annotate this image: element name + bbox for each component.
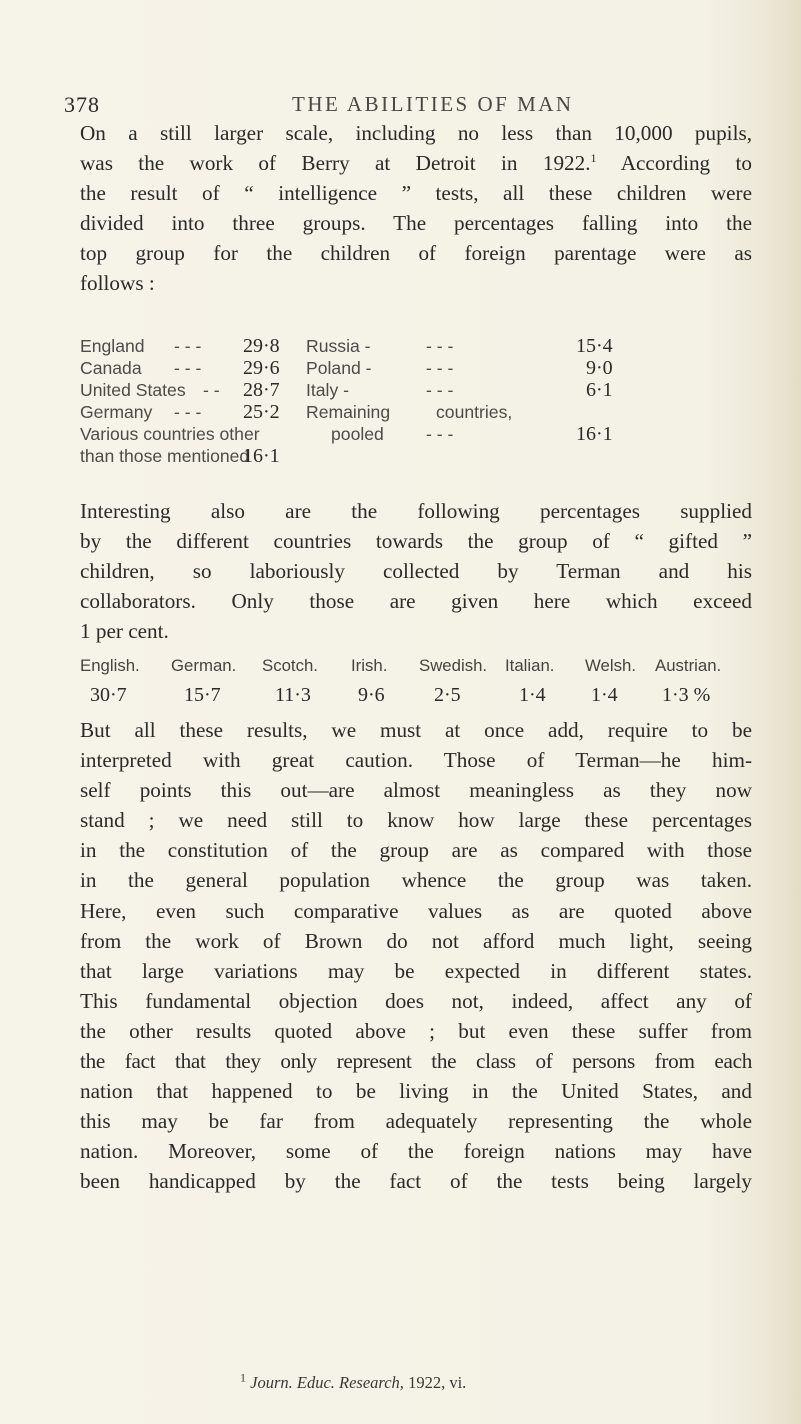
percentage-value: 29·6 [243,357,280,379]
table-row [80,446,410,468]
gifted-value: 30·7 [90,684,127,706]
footnote-source: Journ. Educ. Research, [250,1373,404,1392]
gifted-value: 11·3 [275,684,311,706]
paragraph-line: that large variations may be expected in different states. [80,958,752,983]
percentage-value: 16·1 [576,423,613,445]
country-header: English. [80,656,140,675]
leader-dashes: - - - [174,402,202,422]
paragraph-line: from the work of Brown do not afford much light, seeing [80,928,752,953]
line-text: According to [596,151,752,176]
footnote-detail: 1922, vi. [403,1373,467,1392]
paragraph-line: this may be far from adequately representing the whole [80,1109,752,1134]
percentage-value: 25·2 [243,401,280,423]
gifted-value: 9·6 [358,684,385,706]
percentage-value: 9·0 [586,357,613,379]
country-label: Russia - [306,336,371,356]
paragraph-line: Here, even such comparative values as are quoted above [80,898,752,923]
gifted-value: 1·4 [591,684,618,706]
footnote-marker: 1 [590,151,597,166]
country-label: Various countries other [80,424,260,444]
paragraph-line: interpreted with great caution. Those of Terman—he him- [80,748,752,773]
country-header: Scotch. [262,656,318,675]
footnote-number: 1 [240,1370,246,1385]
table-row [306,336,740,358]
paragraph-line: collaborators. Only those are given here which exceed [80,589,752,614]
paragraph-line: But all these results, we must at once add, require to be [80,718,752,742]
country-label: England [80,336,145,356]
table-row [306,380,740,402]
leader-dashes: - - - [426,336,454,356]
table-row [306,402,740,424]
country-header: Irish. [351,656,388,675]
percentage-value: 15·4 [576,335,613,357]
paragraph-line: in the constitution of the group are as compared with those [80,838,752,863]
paragraph-line: This fundamental objection does not, indeed, affect any of [80,988,752,1013]
paragraph-line: the other results quoted above ; but even these suffer from [80,1018,752,1043]
country-header: Swedish. [419,656,488,675]
paragraph-line: been handicapped by the fact of the tests being largely [80,1169,752,1194]
country-header: Welsh. [585,656,636,675]
leader-dashes: - - [203,380,220,400]
country-label: Poland - [306,358,372,378]
percentage-value: 6·1 [586,379,613,401]
percentage-value: 29·8 [243,335,280,357]
leader-dashes: - - - [426,380,454,400]
country-label: Canada [80,358,142,378]
country-label: pooled [331,424,384,444]
country-label: Remaining [306,402,391,422]
paragraph-line: by the different countries towards the group of “ gifted ” [80,529,752,554]
paragraph-line: On a still larger scale, including no less than 10,000 pupils, [80,121,752,145]
footnote [240,1370,467,1393]
paragraph-line: nation. Moreover, some of the foreign nations may have [80,1139,752,1164]
paragraph-line: stand ; we need still to know how large these percentages [80,808,752,833]
gifted-value: 2·5 [434,684,461,706]
paragraph-line: nation that happened to be living in the United States, and [80,1079,752,1104]
paragraph-line: top group for the children of foreign parentage were as [80,241,752,266]
table-row [306,358,740,380]
paragraph-line: divided into three groups. The percentages falling into the [80,211,752,236]
paragraph-1 [80,118,752,299]
gifted-value: 15·7 [184,684,221,706]
paragraph-line: in the general population whence the group was taken. [80,868,752,893]
paragraph-3 [80,715,752,1197]
gifted-table [80,656,760,716]
country-header: Italian. [505,656,555,675]
paragraph-line: the fact that they only represent the class of persons from each [80,1049,752,1074]
paragraph-line: follows : [80,271,155,296]
line-text: was the work of Berry at Detroit in 1922. [80,151,591,176]
country-header: German. [171,656,237,675]
percentage-value: 16·1 [243,445,280,467]
paragraph-line: children, so laboriously collected by Terman and his [80,559,752,584]
paragraph-line: the result of “ intelligence ” tests, all these children were [80,181,752,206]
leader-dashes: - - - [174,358,202,378]
paragraph-line: 1 per cent. [80,619,169,644]
gifted-value: 1·3 % [662,684,711,706]
leader-dashes: - - - [426,424,454,444]
country-header: Austrian. [655,656,722,675]
paragraph-2 [80,496,752,646]
page-number: 378 [64,92,100,117]
country-label: countries, [436,402,513,422]
leader-dashes: - - - [174,336,202,356]
leader-dashes: - - - [426,358,454,378]
country-label: than those mentioned [80,446,250,466]
country-label: Italy - [306,380,350,400]
gifted-value: 1·4 [519,684,546,706]
percentage-value: 28·7 [243,379,280,401]
country-label: United States [80,380,186,400]
running-title: THE ABILITIES OF MAN [292,92,574,116]
paragraph-line [80,148,752,178]
parentage-table [80,336,740,486]
paragraph-line: self points this out—are almost meaningless as they now [80,778,752,803]
paragraph-line: Interesting also are the following percentages supplied [80,499,752,523]
country-label: Germany [80,402,153,422]
table-row [306,424,740,446]
